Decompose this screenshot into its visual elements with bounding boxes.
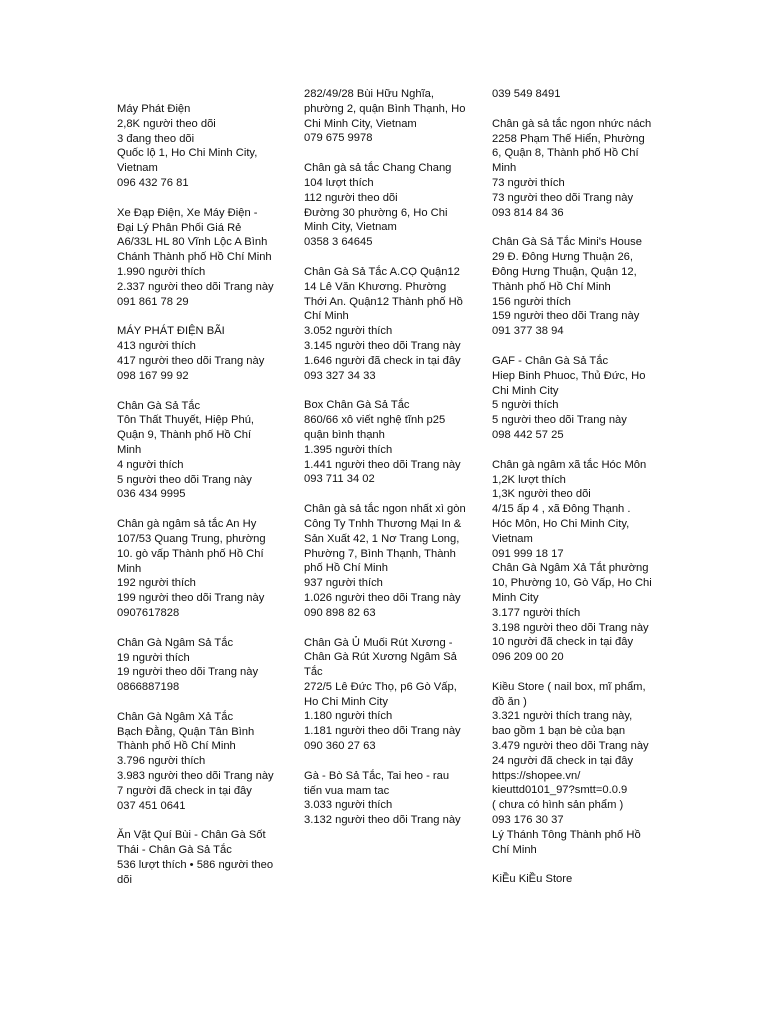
listing-line: 5 người theo dõi Trang này xyxy=(117,473,252,486)
listing-title: Chân gà ngâm xã tắc Hóc Môn xyxy=(492,458,647,471)
listing-entry xyxy=(304,769,466,828)
listing-line: 096 209 00 20 xyxy=(492,651,564,664)
listing-entry xyxy=(117,324,277,383)
listing-line: 937 người thích xyxy=(304,577,383,590)
listing-line: 3.033 người thích xyxy=(304,799,393,812)
listing-line: 093 814 84 36 xyxy=(492,206,564,219)
listing-line: 192 người thích xyxy=(117,577,196,590)
listing-entry xyxy=(492,235,652,339)
listing-title: Chân Gà Sả Tắc xyxy=(117,399,201,412)
listing-line: 2258 Phạm Thế Hiển, Phường 6, Quận 8, Thành phố Hồ Chí Minh xyxy=(492,132,645,175)
listing-line: 098 167 99 92 xyxy=(117,369,189,382)
listing-line: 1.441 người theo dõi Trang này xyxy=(304,458,461,471)
listing-line: 1.646 người đã check in tại đây xyxy=(304,354,461,367)
listing-line: 73 người thích xyxy=(492,176,565,189)
listing-line: 091 377 38 94 xyxy=(492,325,564,338)
listing-entry xyxy=(117,102,277,191)
listing-title: Chân gà sả tắc Chang Chang xyxy=(304,162,452,175)
listing-line: A6/33L HL 80 Vĩnh Lộc A Bình Chánh Thành phố Hồ Chí Minh xyxy=(117,236,272,264)
listing-title: Xe Đạp Điện, Xe Máy Điện - Đại Lý Phân Phối Giá Rẻ xyxy=(117,206,258,234)
listing-line: 0907617828 xyxy=(117,606,180,619)
listing-line: 093 711 34 02 xyxy=(304,473,375,486)
listing-title: Box Chân Gà Sả Tắc xyxy=(304,399,410,412)
listing-entry xyxy=(117,206,277,310)
listing-title: 039 549 8491 xyxy=(492,88,561,100)
listing-line: Quốc lộ 1, Ho Chi Minh City, Vietnam xyxy=(117,147,258,175)
listing-line: 1.180 người thích xyxy=(304,710,393,723)
listing-line: 413 người thích xyxy=(117,340,196,353)
listing-line: 093 327 34 33 xyxy=(304,369,376,382)
listing-title: Chân gà sả tắc ngon nhất xì gòn xyxy=(304,503,466,516)
listing-line: 3.321 người thích trang này, bao gồm 1 bạn bè của bạn xyxy=(492,710,633,738)
listing-line: 090 898 82 63 xyxy=(304,606,376,619)
listing-line: 19 người thích xyxy=(117,651,190,664)
listing-entry xyxy=(117,710,277,814)
listing-entry xyxy=(492,87,652,102)
listing-line: 73 người theo dõi Trang này xyxy=(492,191,634,204)
listing-line: 037 451 0641 xyxy=(117,799,186,812)
listing-line: 104 lượt thích xyxy=(304,176,374,189)
listing-line: 4/15 ấp 4 , xã Đông Thạnh . Hóc Môn, Ho Chi Minh City, Vietnam xyxy=(492,503,631,545)
listing-line: 7 người đã check in tại đây xyxy=(117,784,252,797)
column-2 xyxy=(304,87,466,843)
listing-title: Máy Phát Điện xyxy=(117,103,191,115)
listing-line: 24 người đã check in tại đây xyxy=(492,754,634,767)
listing-line: 159 người theo dõi Trang này xyxy=(492,310,640,323)
listing-line: 29 Đ. Đông Hưng Thuận 26, Đông Hưng Thuận, Quận 12, Thành phố Hồ Chí Minh xyxy=(492,251,637,293)
listing-line: 0866887198 xyxy=(117,681,180,694)
listing-line: Tôn Thất Thuyết, Hiệp Phú, Quận 9, Thành phố Hồ Chí Minh xyxy=(117,414,255,456)
listing-line: 079 675 9978 xyxy=(304,132,373,145)
listing-title: GAF - Chân Gà Sả Tắc xyxy=(492,354,609,367)
listing-line: 5 người thích xyxy=(492,399,559,412)
listing-line: 3.983 người theo dõi Trang này xyxy=(117,770,274,783)
listing-entry xyxy=(304,502,466,620)
listing-title: Kiều Store ( nail box, mĩ phẩm, đồ ăn ) xyxy=(492,680,646,708)
listing-line: Chân Gà Ngâm Xả Tắt phường 10, Phường 10, Gò Vấp, Ho Chi Minh City xyxy=(492,562,652,604)
listing-line: 860/66 xô viết nghệ tĩnh p25 quận bình thạnh xyxy=(304,414,446,441)
listing-entry xyxy=(492,458,652,665)
column-1 xyxy=(117,102,277,903)
listing-entry xyxy=(304,265,466,383)
listing-title: MÁY PHÁT ĐIỆN BÃI xyxy=(117,325,225,338)
listing-line: 1.990 người thích xyxy=(117,265,206,278)
listing-line: 3.198 người theo dõi Trang này xyxy=(492,621,649,634)
listing-line: 272/5 Lê Đức Thọ, p6 Gò Vấp, Ho Chi Minh City xyxy=(304,680,457,708)
column-3 xyxy=(492,87,652,902)
listing-line: 14 Lê Văn Khương. Phường Thới An. Quận12 Thành phố Hồ Chí Minh xyxy=(304,280,463,323)
listing-line: https://shopee.vn/ kieuttd0101_97?smtt=0.0.9 xyxy=(492,769,628,797)
listing-line: 107/53 Quang Trung, phường 10. gò vấp Thành phố Hồ Chí Minh xyxy=(117,532,266,575)
listing-line: 3.796 người thích xyxy=(117,755,206,768)
listing-line: 1.181 người theo dõi Trang này xyxy=(304,725,461,738)
listing-line: 1,3K người theo dõi xyxy=(492,488,591,501)
listing-line: Công Ty Tnhh Thương Mại In & Sản Xuất 42, 1 Nơ Trang Long, Phường 7, Bình Thạnh, Thành phố Hồ Chí Minh xyxy=(304,517,462,575)
listing-line: 10 người đã check in tại đây xyxy=(492,636,634,649)
listing-title: KiỀu KiỀu Store xyxy=(492,873,573,886)
listing-line: 2,8K người theo dõi xyxy=(117,117,216,130)
listing-title: Chân Gà Ủ Muối Rút Xương - Chân Gà Rút Xương Ngâm Sả Tắc xyxy=(304,636,457,679)
listing-title: Chân gà ngâm sả tắc An Hy xyxy=(117,518,257,531)
listing-entry xyxy=(492,354,652,443)
listing-line: 19 người theo dõi Trang này xyxy=(117,666,259,679)
listing-line: 093 176 30 37 xyxy=(492,814,564,827)
listing-line: 4 người thích xyxy=(117,458,184,471)
listing-line: 098 442 57 25 xyxy=(492,428,564,441)
listing-entry xyxy=(117,517,277,621)
listing-line: 1,2K lượt thích xyxy=(492,473,566,486)
listing-line: 1.026 người theo dõi Trang này xyxy=(304,591,461,604)
listing-title: Chân Gà Sả Tắc A.CỌ Quận12 xyxy=(304,265,460,278)
listing-line: 417 người theo dõi Trang này xyxy=(117,354,265,367)
listing-title: Ăn Vặt Quí Bùi - Chân Gà Sốt Thái - Chân Gà Sả Tắc xyxy=(117,829,266,857)
listing-line: ( chưa có hình sản phẩm ) xyxy=(492,799,624,812)
listing-line: 3.177 người thích xyxy=(492,606,581,619)
listing-line: 536 lượt thích • 586 người theo dõi xyxy=(117,859,274,886)
listing-line: 3 đang theo dõi xyxy=(117,132,195,145)
listing-line: Đường 30 phường 6, Ho Chi Minh City, Vietnam xyxy=(304,206,448,234)
listing-line: 091 861 78 29 xyxy=(117,295,189,308)
listing-title: Chân Gà Ngâm Sả Tắc xyxy=(117,636,234,649)
listing-line: 090 360 27 63 xyxy=(304,740,376,753)
listing-entry xyxy=(492,117,652,221)
listing-title: Chân Gà Sả Tắc Mini's House xyxy=(492,236,642,249)
listing-line: 2.337 người theo dõi Trang này xyxy=(117,280,274,293)
listing-line: 199 người theo dõi Trang này xyxy=(117,592,265,605)
listing-line: 3.145 người theo dõi Trang này xyxy=(304,339,461,352)
listing-line: 3.052 người thích xyxy=(304,325,393,338)
listing-title: Chân gà sả tắc ngon nhức nách xyxy=(492,117,652,130)
listing-title: Gà - Bò Sả Tắc, Tai heo - rau tiến vua mam tac xyxy=(304,769,450,797)
listing-line: Lý Thánh Tông Thành phố Hồ Chí Minh xyxy=(492,828,641,856)
listing-line: 5 người theo dõi Trang này xyxy=(492,414,627,427)
listing-line: 1.395 người thích xyxy=(304,443,393,456)
listing-entry xyxy=(304,87,466,146)
listing-line: 156 người thích xyxy=(492,295,571,308)
listing-entry xyxy=(492,680,652,858)
listing-line: 036 434 9995 xyxy=(117,488,186,501)
listing-line: 096 432 76 81 xyxy=(117,176,189,189)
listing-line: Hiep Binh Phuoc, Thủ Đức, Ho Chi Minh City xyxy=(492,369,646,397)
listing-title: Chân Gà Ngâm Xả Tắc xyxy=(117,710,234,723)
listing-line: 3.132 người theo dõi Trang này xyxy=(304,814,461,827)
listing-title: 282/49/28 Bùi Hữu Nghĩa, phường 2, quận Bình Thạnh, Ho Chi Minh City, Vietnam xyxy=(304,88,466,130)
listing-entry xyxy=(304,398,466,487)
listing-entry xyxy=(304,161,466,250)
listing-line: 112 người theo dõi xyxy=(304,191,398,204)
listing-line: 0358 3 64645 xyxy=(304,236,373,249)
listing-line: 3.479 người theo dõi Trang này xyxy=(492,740,649,753)
listing-entry xyxy=(304,636,466,754)
listing-entry xyxy=(117,399,277,503)
listing-entry xyxy=(117,828,277,887)
listing-line: Bạch Đằng, Quận Tân Bình Thành phố Hồ Chí Minh xyxy=(117,725,255,753)
listing-entry xyxy=(492,872,652,887)
listing-entry xyxy=(117,636,277,695)
listing-line: 091 999 18 17 xyxy=(492,547,564,560)
